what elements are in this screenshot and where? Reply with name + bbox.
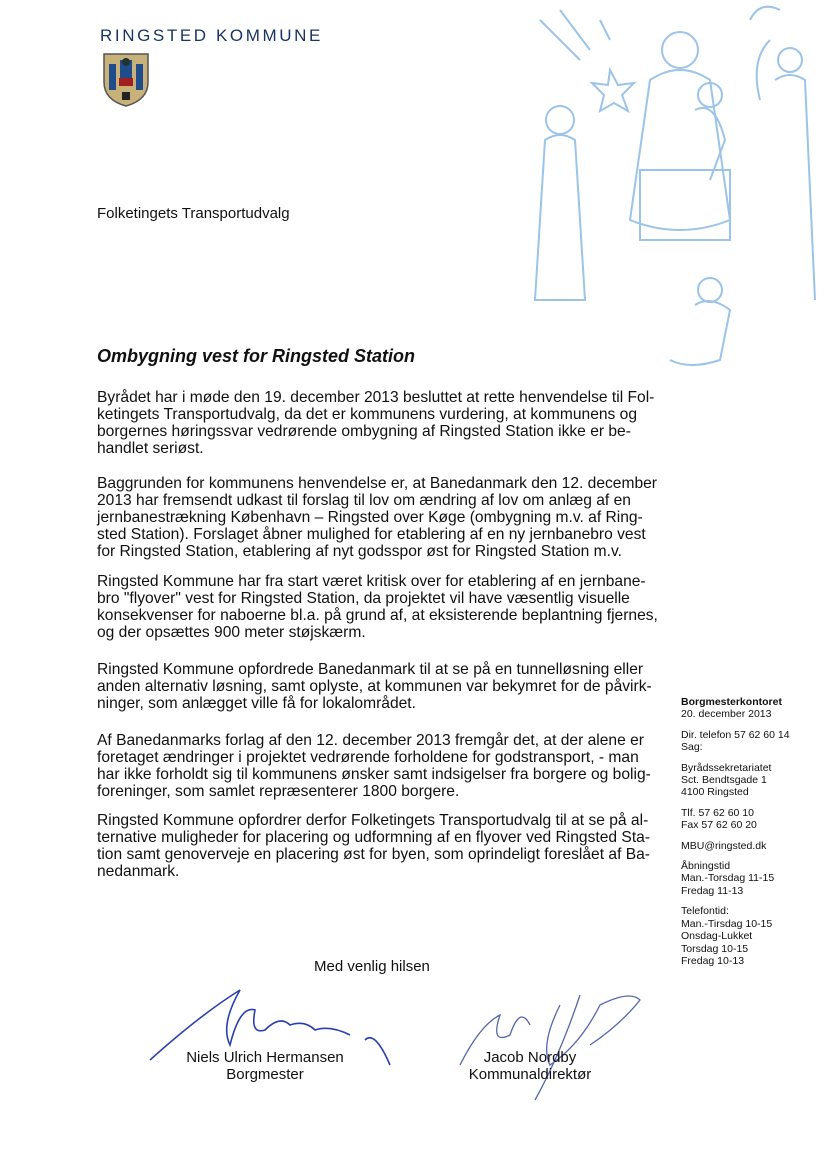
- sidebar-line: Telefontid:: [681, 905, 729, 918]
- coat-of-arms-icon: [102, 52, 150, 108]
- body-paragraph: [97, 573, 658, 641]
- sidebar-line: Åbningstid: [681, 860, 731, 873]
- paragraph-line: ketingets Transportudvalg, da det er kommunens vurdering, at kommunens og: [97, 406, 638, 423]
- paragraph-line: handlet seriøst.: [97, 440, 204, 457]
- sidebar-line: 20. december 2013: [681, 708, 772, 721]
- paragraph-line: borgernes høringssvar vedrørende ombygning af Ringsted Station ikke er be-: [97, 423, 631, 440]
- sidebar-line: Dir. telefon 57 62 60 14: [681, 728, 790, 741]
- signatory-name: Niels Ulrich Hermansen: [186, 1049, 344, 1066]
- paragraph-line: Byrådet har i møde den 19. december 2013 besluttet at rette henvendelse til Fol-: [97, 389, 655, 406]
- paragraph-line: for Ringsted Station, etablering af nyt godsspor øst for Ringsted Station m.v.: [97, 543, 622, 560]
- body-paragraph: [97, 812, 650, 880]
- signatory-name: Jacob Nordby: [483, 1049, 577, 1066]
- sidebar-line: Onsdag-Lukket: [681, 930, 753, 943]
- recipient: Folketingets Transportudvalg: [97, 205, 290, 222]
- sidebar-line: Man.-Torsdag 11-15: [681, 872, 775, 885]
- paragraph-line: Ringsted Kommune opfordrer derfor Folketingets Transportudvalg til at se på al-: [97, 812, 649, 829]
- sidebar-line: Borgmesterkontoret: [681, 696, 782, 708]
- paragraph-line: konsekvenser for naboerne bl.a. på grund af, at eksisterende beplantning fjernes,: [97, 607, 658, 624]
- sidebar-line: Sct. Bendtsgade 1: [681, 774, 767, 787]
- paragraph-line: har ikke forholdt sig til kommunens ønsker samt indsigelser fra borgere og bolig-: [97, 766, 651, 783]
- paragraph-line: foretaget ændringer i projektet vedrørende forholdene for godstransport, - man: [97, 749, 639, 766]
- signatory-role: Kommunaldirektør: [468, 1066, 592, 1083]
- sidebar-line: Fax 57 62 60 20: [681, 819, 757, 832]
- paragraph-line: sted Station). Forslaget åbner mulighed for etablering af en ny jernbanebro vest: [97, 526, 646, 543]
- paragraph-line: tion samt genoverveje en placering øst for byen, som oprindeligt foreslået af Ba-: [97, 846, 650, 863]
- letter-title: Ombygning vest for Ringsted Station: [97, 346, 416, 366]
- sender-info-sidebar: [681, 696, 790, 967]
- sidebar-line: 4100 Ringsted: [681, 786, 749, 799]
- paragraph-line: ninger, som anlægget ville få for lokalområdet.: [97, 695, 416, 712]
- org-name: RINGSTED KOMMUNE: [100, 26, 323, 45]
- body-paragraph: [97, 732, 651, 800]
- paragraph-line: anden alternativ løsning, samt oplyste, at kommunen var bekymret for de påvirk-: [97, 678, 652, 695]
- body-paragraph: [97, 661, 652, 712]
- sidebar-line: Fredag 10-13: [681, 954, 745, 967]
- paragraph-line: jernbanestrækning København – Ringsted over Køge (ombygning m.v. af Ring-: [97, 509, 643, 526]
- paragraph-line: Ringsted Kommune opfordrede Banedanmark til at se på en tunnelløsning eller: [97, 661, 644, 678]
- paragraph-line: bro "flyover" vest for Ringsted Station, da projektet vil have væsentlig visuelle: [97, 590, 630, 607]
- signatory-2: [440, 1049, 620, 1083]
- body-paragraph: [97, 389, 654, 457]
- sidebar-line: Sag:: [681, 741, 703, 754]
- closing-greeting: Med venlig hilsen: [314, 958, 430, 975]
- sidebar-line: Man.-Tirsdag 10-15: [681, 917, 773, 930]
- sidebar-line: Fredag 11-13: [681, 884, 744, 897]
- email-link[interactable]: MBU@ringsted.dk: [681, 839, 767, 852]
- sidebar-line: Byrådssekretariatet: [681, 761, 772, 774]
- body-paragraph: [97, 475, 657, 560]
- paragraph-line: Baggrunden for kommunens henvendelse er, at Banedanmark den 12. december: [97, 475, 658, 492]
- paragraph-line: Af Banedanmarks forlag af den 12. december 2013 fremgår det, at der alene er: [97, 732, 644, 749]
- signature-nordby: [440, 985, 660, 1105]
- sidebar-line: Tlf. 57 62 60 10: [681, 806, 754, 819]
- paragraph-line: Ringsted Kommune har fra start været kritisk over for etablering af en jernbane-: [97, 573, 646, 590]
- signatory-1: [160, 1049, 370, 1083]
- paragraph-line: og der opsættes 900 meter støjskærm.: [97, 624, 366, 641]
- paragraph-line: 2013 har fremsendt udkast til forslag til lov om ændring af lov om anlæg af en: [97, 492, 631, 509]
- paragraph-line: foreninger, som samlet repræsenterer 1800 borgere.: [97, 783, 460, 800]
- paragraph-line: nedanmark.: [97, 863, 180, 880]
- paragraph-line: ternative muligheder for placering og udformning af en flyover ved Ringsted Sta-: [97, 829, 651, 846]
- signatory-role: Borgmester: [226, 1066, 304, 1083]
- sidebar-line: Torsdag 10-15: [681, 942, 749, 955]
- madonna-watermark-illustration: [520, 0, 820, 400]
